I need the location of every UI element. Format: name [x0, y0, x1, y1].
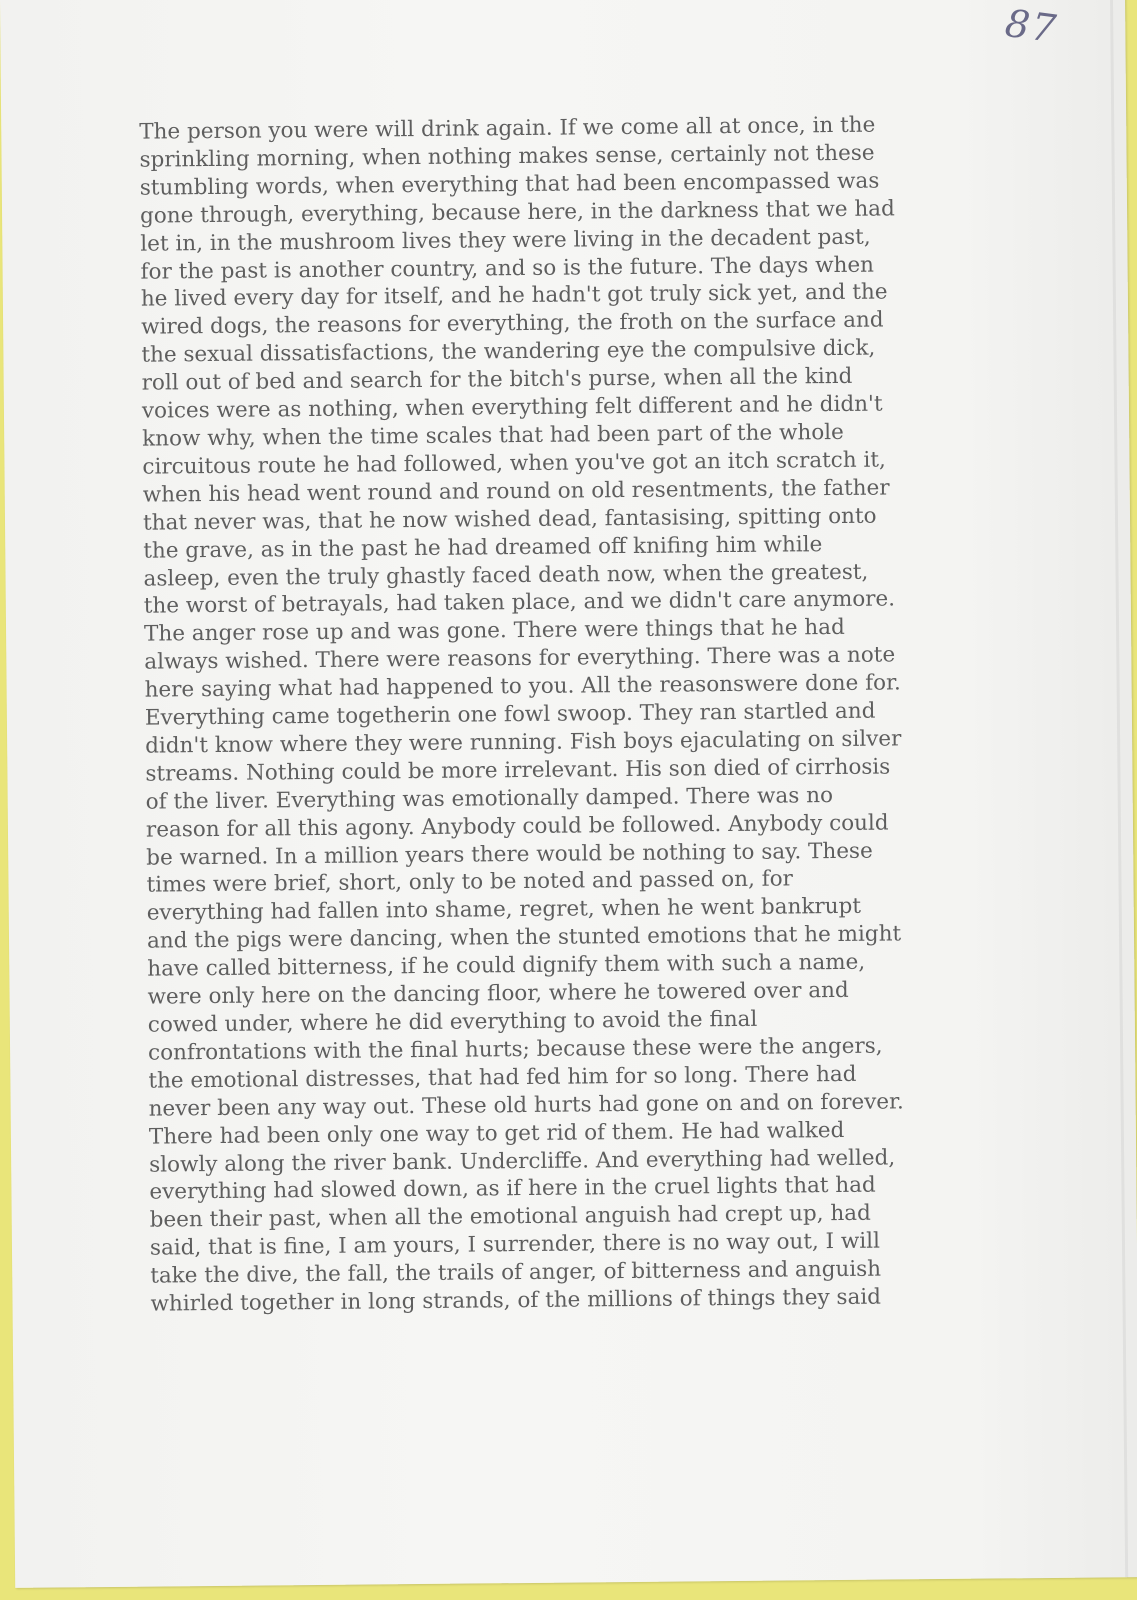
- text-line: he lived every day for itself, and he hadn't got truly sick yet, and the: [140, 279, 888, 313]
- text-line: everything had slowed down, as if here in the cruel lights that had: [149, 1173, 876, 1206]
- text-line: for the past is another country, and so is the future. The days when: [140, 252, 875, 285]
- text-line: circuitous route he had followed, when you've got an itch scratch it,: [142, 447, 886, 480]
- handwritten-page-number: 87: [1002, 0, 1061, 52]
- text-line: The anger rose up and was gone. There were things that he had: [143, 615, 845, 647]
- text-line: Everything came togetherin one fowl swoop. They ran startled and: [144, 698, 876, 731]
- text-line: the grave, as in the past he had dreamed off knifing him while: [143, 531, 823, 564]
- text-line: of the liver. Everything was emotionally damped. There was no: [145, 782, 834, 815]
- body-text: [139, 111, 980, 1319]
- text-line: the sexual dissatisfactions, the wandering eye the compulsive dick,: [141, 335, 876, 368]
- text-line: been their past, when all the emotional anguish had crept up, had: [149, 1201, 871, 1233]
- text-line: The person you were will drink again. If we come all at once, in the: [139, 112, 876, 145]
- text-line: know why, when the time scales that had been part of the whole: [142, 419, 844, 452]
- text-line: the emotional distresses, that had fed him for so long. There had: [148, 1061, 857, 1094]
- text-line: asleep, even the truly ghastly faced death now, when the greatest,: [143, 559, 869, 592]
- text-line: be warned. In a million years there would be nothing to say. These: [146, 838, 873, 871]
- text-line: everything had fallen into shame, regret, when he went bankrupt: [146, 894, 862, 927]
- text-line: gone through, everything, because here, in the darkness that we had: [139, 196, 895, 229]
- text-line: times were brief, short, only to be noted and passed on, for: [146, 866, 793, 899]
- text-line: streams. Nothing could be more irrelevant. His son died of cirrhosis: [145, 754, 891, 787]
- text-line: cowed under, where he did everything to avoid the final: [147, 1006, 758, 1038]
- text-line: when his head went round and round on old resentments, the father: [142, 475, 890, 508]
- text-line: sprinkling morning, when nothing makes sense, certainly not these: [139, 140, 875, 173]
- text-line: always wished. There were reasons for everything. There was a note: [144, 642, 896, 675]
- text-line: that never was, that he now wished dead, fantasising, spitting onto: [142, 503, 877, 536]
- text-line: were only here on the dancing floor, where he towered over and: [147, 977, 849, 1010]
- text-line: slowly along the river bank. Undercliffe. And everything had welled,: [149, 1144, 896, 1178]
- text-line: take the dive, the fall, the trails of anger, of bitterness and anguish: [150, 1256, 882, 1289]
- text-line: didn't know where they were running. Fish boys ejaculating on silver: [145, 726, 902, 759]
- paper-edge-shadow: [1110, 0, 1128, 1577]
- text-line: whirled together in long strands, of the millions of things they said: [150, 1284, 882, 1317]
- text-line: here saying what had happened to you. All the reasonswere done for.: [144, 670, 901, 703]
- text-line: stumbling words, when everything that had been encompassed was: [139, 168, 880, 201]
- text-line: have called bitterness, if he could dignify them with such a name,: [147, 949, 866, 982]
- text-line: let in, in the mushroom lives they were living in the decadent past,: [140, 224, 871, 257]
- text-line: said, that is fine, I am yours, I surrender, there is no way out, I will: [149, 1228, 881, 1261]
- text-line: wired dogs, the reasons for everything, the froth on the surface and: [141, 307, 884, 341]
- text-line: voices were as nothing, when everything felt different and he didn't: [141, 391, 883, 424]
- text-line: There had been only one way to get rid of them. He had walked: [148, 1117, 845, 1150]
- text-line: confrontations with the final hurts; because these were the angers,: [147, 1033, 883, 1066]
- text-line: roll out of bed and search for the bitch's purse, when all the kind: [141, 363, 853, 396]
- text-line: never been any way out. These old hurts had gone on and on forever.: [148, 1089, 904, 1122]
- text-line: and the pigs were dancing, when the stunted emotions that he might: [146, 921, 902, 954]
- text-line: the worst of betrayals, had taken place, and we didn't care anymore.: [143, 586, 896, 620]
- text-line: reason for all this agony. Anybody could be followed. Anybody could: [145, 810, 889, 843]
